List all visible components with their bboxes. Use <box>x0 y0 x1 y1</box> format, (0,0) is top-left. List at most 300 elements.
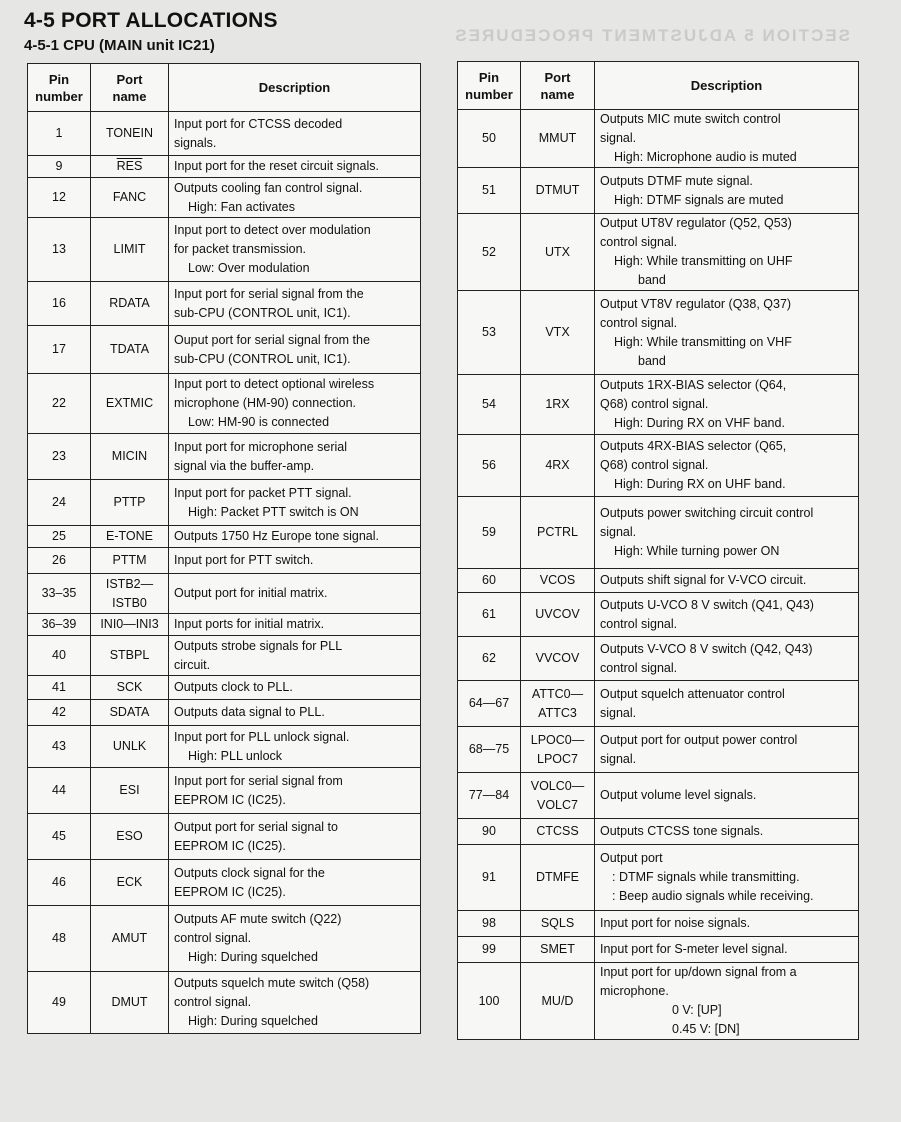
pin-number: 60 <box>458 569 521 593</box>
port-description <box>169 768 421 814</box>
port-description <box>595 497 859 569</box>
port-description <box>595 214 859 291</box>
port-description <box>169 112 421 156</box>
description-line: Outputs strobe signals for PLL <box>174 638 343 653</box>
pin-number: 26 <box>28 548 91 574</box>
description-line: High: During RX on UHF band. <box>614 477 786 491</box>
port-name <box>91 548 169 574</box>
port-description <box>169 574 421 614</box>
table-row <box>28 614 421 636</box>
pin-number: 51 <box>458 168 521 214</box>
table-row <box>28 526 421 548</box>
header-port-name: Port name <box>521 62 595 110</box>
port-name <box>521 911 595 937</box>
port-name-line: VOLC0— <box>530 778 585 793</box>
port-description <box>595 937 859 963</box>
port-name <box>521 637 595 681</box>
table-row <box>458 963 859 1040</box>
port-name-line: VCOS <box>539 573 576 587</box>
description-line: signals. <box>174 135 217 150</box>
port-description <box>169 972 421 1034</box>
port-name-line: 4RX <box>545 458 570 472</box>
description-line: Q68) control signal. <box>600 397 709 411</box>
description-line: Output volume level signals. <box>600 788 757 802</box>
port-name <box>91 178 169 218</box>
table-row <box>28 768 421 814</box>
description-line: Input port for PTT switch. <box>174 553 314 567</box>
pin-number: 77—84 <box>458 773 521 819</box>
port-description <box>169 178 421 218</box>
table-row <box>458 375 859 435</box>
port-name-line: CTCSS <box>536 824 579 838</box>
port-name-line: UTX <box>545 244 570 259</box>
description-line: High: Microphone audio is muted <box>614 150 797 164</box>
description-line: Outputs clock signal for the <box>174 865 325 880</box>
pin-number: 22 <box>28 374 91 434</box>
port-description <box>595 593 859 637</box>
table-row <box>458 214 859 291</box>
port-name <box>521 727 595 773</box>
port-name <box>521 819 595 845</box>
port-name <box>91 374 169 434</box>
port-name-line: SQLS <box>540 916 575 930</box>
port-description <box>169 326 421 374</box>
port-name-line: ISTB2— <box>105 576 154 591</box>
table-row <box>28 972 421 1034</box>
table-row <box>28 374 421 434</box>
description-line: Input port for serial signal from the <box>174 286 364 301</box>
description-line: Outputs AF mute switch (Q22) <box>174 912 342 926</box>
table-row <box>458 937 859 963</box>
pin-number: 50 <box>458 110 521 168</box>
port-description <box>595 727 859 773</box>
port-table-left <box>27 63 421 1034</box>
table-row <box>28 434 421 480</box>
description-line: : Beep audio signals while receiving. <box>612 889 814 903</box>
description-line: Output port <box>600 851 663 865</box>
port-name <box>91 814 169 860</box>
pin-number: 56 <box>458 435 521 497</box>
port-description <box>169 156 421 178</box>
table-row <box>28 906 421 972</box>
port-name-line: LIMIT <box>113 242 146 256</box>
port-name-line: PTTP <box>113 495 146 509</box>
description-line: High: During squelched <box>188 950 318 964</box>
port-name-line: ESI <box>119 783 140 797</box>
port-name-line: MMUT <box>538 131 577 145</box>
port-description <box>595 637 859 681</box>
pin-number: 91 <box>458 845 521 911</box>
port-name-line: FANC <box>112 190 147 204</box>
description-line: High: Fan activates <box>188 199 295 214</box>
port-name <box>91 480 169 526</box>
port-description <box>595 375 859 435</box>
port-name <box>91 156 169 178</box>
pin-number: 46 <box>28 860 91 906</box>
port-name-line: ISTB0 <box>112 595 147 610</box>
pin-number: 9 <box>28 156 91 178</box>
description-line: Input port to detect over modulation <box>174 223 371 237</box>
description-line: control signal. <box>174 931 252 945</box>
port-name <box>91 676 169 700</box>
description-line: control signal. <box>174 995 252 1009</box>
table-row <box>458 110 859 168</box>
port-name <box>521 845 595 911</box>
table-row <box>28 156 421 178</box>
port-name-line: ATTC3 <box>538 705 577 720</box>
table-row <box>458 819 859 845</box>
description-line: Low: Over modulation <box>188 261 310 275</box>
description-line: Input port to detect optional wireless <box>174 377 375 391</box>
description-line: Input ports for initial matrix. <box>174 617 325 631</box>
table-row <box>28 860 421 906</box>
table-row <box>458 291 859 375</box>
port-name-line: VVCOV <box>535 651 580 665</box>
description-line: High: DTMF signals are muted <box>614 192 784 207</box>
description-line: Outputs CTCSS tone signals. <box>600 824 764 838</box>
port-name-line: PTTM <box>112 553 147 567</box>
subsection-title: 4-5-1 CPU (MAIN unit IC21) <box>24 37 215 54</box>
header-description: Description <box>595 62 859 110</box>
port-name-line: ESO <box>116 829 143 843</box>
description-line: Outputs 1750 Hz Europe tone signal. <box>174 529 379 543</box>
header-pin-number: Pin number <box>458 62 521 110</box>
pin-number: 33–35 <box>28 574 91 614</box>
description-line: signal. <box>600 705 637 720</box>
description-line: 0.45 V: [DN] <box>672 1022 740 1036</box>
description-line: Outputs power switching circuit control <box>600 506 814 520</box>
port-name-line: STBPL <box>109 648 150 662</box>
description-line: Outputs V-VCO 8 V switch (Q42, Q43) <box>600 641 813 656</box>
port-name-line: VTX <box>545 325 570 339</box>
port-description <box>595 845 859 911</box>
description-line: : DTMF signals while transmitting. <box>612 870 800 884</box>
port-name <box>91 768 169 814</box>
table-row <box>458 681 859 727</box>
description-line: Output squelch attenuator control <box>600 686 785 701</box>
port-name <box>91 726 169 768</box>
pin-number: 53 <box>458 291 521 375</box>
port-name-line: SCK <box>116 680 143 694</box>
description-line: Input port for S-meter level signal. <box>600 942 788 956</box>
port-name <box>91 434 169 480</box>
description-line: EEPROM IC (IC25). <box>174 884 286 899</box>
description-line: High: While transmitting on UHF <box>614 254 793 268</box>
port-name-line: MICIN <box>111 449 148 463</box>
port-name-line: ATTC0— <box>531 686 584 701</box>
table-row <box>458 845 859 911</box>
port-name-line: TDATA <box>109 342 150 356</box>
description-line: control signal. <box>600 616 678 631</box>
port-description <box>169 700 421 726</box>
table-row <box>28 480 421 526</box>
description-line: sub-CPU (CONTROL unit, IC1). <box>174 351 351 366</box>
description-line: Outputs clock to PLL. <box>174 680 293 694</box>
port-description <box>169 374 421 434</box>
pin-number: 49 <box>28 972 91 1034</box>
description-line: Outputs 1RX-BIAS selector (Q64, <box>600 378 787 392</box>
pin-number: 16 <box>28 282 91 326</box>
table-row <box>458 911 859 937</box>
table-row <box>28 178 421 218</box>
port-name <box>521 110 595 168</box>
pin-number: 41 <box>28 676 91 700</box>
port-description <box>169 636 421 676</box>
port-description <box>169 218 421 282</box>
pin-number: 17 <box>28 326 91 374</box>
port-name-line: EXTMIC <box>105 396 154 410</box>
port-name-line: AMUT <box>111 931 148 945</box>
description-line: Input port for serial signal from <box>174 773 343 788</box>
pin-number: 48 <box>28 906 91 972</box>
description-line: microphone. <box>600 984 669 998</box>
port-name <box>91 906 169 972</box>
pin-number: 59 <box>458 497 521 569</box>
port-description <box>169 282 421 326</box>
table-header-row <box>458 62 859 110</box>
port-description <box>169 860 421 906</box>
description-line: signal. <box>600 751 637 766</box>
port-name-line: UNLK <box>112 739 147 753</box>
description-line: Outputs MIC mute switch control <box>600 112 781 126</box>
table-row <box>28 726 421 768</box>
port-name <box>521 963 595 1040</box>
table-row <box>458 637 859 681</box>
description-line: for packet transmission. <box>174 242 306 256</box>
table-row <box>458 435 859 497</box>
port-description <box>595 110 859 168</box>
port-description <box>595 773 859 819</box>
pin-number: 1 <box>28 112 91 156</box>
port-name <box>521 214 595 291</box>
description-line: High: PLL unlock <box>188 748 283 763</box>
description-line: circuit. <box>174 657 211 672</box>
description-line: Input port for PLL unlock signal. <box>174 729 350 744</box>
pin-number: 44 <box>28 768 91 814</box>
description-line: signal. <box>600 131 637 145</box>
description-line: 0 V: [UP] <box>672 1003 722 1017</box>
port-name <box>91 614 169 636</box>
description-line: Output port for serial signal to <box>174 819 338 834</box>
description-line: control signal. <box>600 660 678 675</box>
pin-number: 45 <box>28 814 91 860</box>
port-description <box>595 168 859 214</box>
port-description <box>595 963 859 1040</box>
description-line: Input port for packet PTT signal. <box>174 485 352 500</box>
description-line: Output VT8V regulator (Q38, Q37) <box>600 296 792 311</box>
description-line: EEPROM IC (IC25). <box>174 792 286 807</box>
header-pin-number: Pin number <box>28 64 91 112</box>
pin-number: 61 <box>458 593 521 637</box>
port-name <box>521 937 595 963</box>
port-name <box>521 569 595 593</box>
port-description <box>169 726 421 768</box>
port-name-line: 1RX <box>545 397 570 411</box>
description-line: Input port for noise signals. <box>600 916 751 930</box>
port-name-line: LPOC0— <box>530 732 585 747</box>
pin-number: 100 <box>458 963 521 1040</box>
port-name-line: DTMUT <box>535 183 580 197</box>
description-line: Input port for microphone serial <box>174 439 348 454</box>
port-description <box>169 434 421 480</box>
port-description <box>595 291 859 375</box>
table-row <box>458 569 859 593</box>
description-line: High: During squelched <box>188 1014 318 1028</box>
description-line: Output port for initial matrix. <box>174 586 328 600</box>
description-line: Outputs shift signal for V-VCO circuit. <box>600 573 807 587</box>
description-line: Outputs squelch mute switch (Q58) <box>174 976 370 990</box>
description-line: Output UT8V regulator (Q52, Q53) <box>600 216 792 230</box>
port-name-line: E-TONE <box>106 529 153 543</box>
port-name <box>91 526 169 548</box>
port-name-line: MU/D <box>541 993 574 1008</box>
port-description <box>169 526 421 548</box>
description-line: control signal. <box>600 315 678 330</box>
port-name <box>521 375 595 435</box>
header-description: Description <box>169 64 421 112</box>
description-line: High: While turning power ON <box>614 544 780 558</box>
port-name-line: DTMFE <box>535 870 580 884</box>
description-line: Outputs DTMF mute signal. <box>600 173 753 188</box>
port-name <box>521 773 595 819</box>
port-name-line: INI0—INI3 <box>100 617 159 631</box>
description-line: Outputs 4RX-BIAS selector (Q65, <box>600 439 787 453</box>
table-row <box>28 282 421 326</box>
port-description <box>595 569 859 593</box>
port-description <box>169 480 421 526</box>
description-line: microphone (HM-90) connection. <box>174 396 357 410</box>
pin-number: 99 <box>458 937 521 963</box>
description-line: Q68) control signal. <box>600 458 709 472</box>
pin-number: 54 <box>458 375 521 435</box>
pin-number: 64—67 <box>458 681 521 727</box>
pin-number: 90 <box>458 819 521 845</box>
description-line: High: During RX on VHF band. <box>614 416 785 430</box>
port-name <box>521 435 595 497</box>
port-name <box>91 700 169 726</box>
port-description <box>169 548 421 574</box>
port-name <box>521 681 595 727</box>
description-line: EEPROM IC (IC25). <box>174 838 286 853</box>
port-name-line: VOLC7 <box>537 797 578 812</box>
port-name <box>91 218 169 282</box>
description-line: band <box>638 353 666 368</box>
pin-number: 24 <box>28 480 91 526</box>
port-name <box>521 291 595 375</box>
description-line: Ouput port for serial signal from the <box>174 332 370 347</box>
table-row <box>28 814 421 860</box>
description-line: sub-CPU (CONTROL unit, IC1). <box>174 305 351 320</box>
port-name-line: LPOC7 <box>537 751 578 766</box>
table-row <box>458 773 859 819</box>
description-line: High: While transmitting on VHF <box>614 334 792 349</box>
port-name <box>91 282 169 326</box>
pin-number: 42 <box>28 700 91 726</box>
pin-number: 40 <box>28 636 91 676</box>
port-name-line: PCTRL <box>537 525 578 539</box>
pin-number: 43 <box>28 726 91 768</box>
description-line: Outputs U-VCO 8 V switch (Q41, Q43) <box>600 597 814 612</box>
description-line: Outputs cooling fan control signal. <box>174 180 363 195</box>
port-description <box>169 814 421 860</box>
pin-number: 13 <box>28 218 91 282</box>
port-name <box>521 168 595 214</box>
description-line: signal via the buffer-amp. <box>174 458 315 473</box>
port-name-line: UVCOV <box>535 607 580 621</box>
table-row <box>28 636 421 676</box>
port-name-line: DMUT <box>111 995 148 1009</box>
port-description <box>595 681 859 727</box>
port-name <box>521 593 595 637</box>
port-description <box>169 676 421 700</box>
description-line: band <box>638 273 666 287</box>
pin-number: 36–39 <box>28 614 91 636</box>
pin-number: 68—75 <box>458 727 521 773</box>
port-name <box>91 112 169 156</box>
table-header-row <box>28 64 421 112</box>
pin-number: 23 <box>28 434 91 480</box>
description-line: Input port for CTCSS decoded <box>174 116 343 131</box>
port-name-line: SMET <box>540 942 575 956</box>
table-row <box>28 700 421 726</box>
section-title: 4-5 PORT ALLOCATIONS <box>24 9 278 32</box>
header-port-name: Port name <box>91 64 169 112</box>
port-description <box>595 435 859 497</box>
bleed-through-header: SECTION 5 ADJUSTMENT PROCEDURES <box>453 26 850 45</box>
port-name <box>91 860 169 906</box>
table-row <box>28 112 421 156</box>
port-description <box>169 906 421 972</box>
table-row <box>458 727 859 773</box>
table-row <box>458 497 859 569</box>
table-row <box>458 168 859 214</box>
port-name <box>91 326 169 374</box>
description-line: signal. <box>600 525 637 539</box>
description-line: Outputs data signal to PLL. <box>174 705 325 719</box>
pin-number: 25 <box>28 526 91 548</box>
port-name-line: TONEIN <box>106 126 153 140</box>
table-row <box>28 326 421 374</box>
description-line: Input port for up/down signal from a <box>600 965 797 979</box>
table-row <box>28 548 421 574</box>
description-line: control signal. <box>600 235 678 249</box>
description-line: Low: HM-90 is connected <box>188 415 330 429</box>
pin-number: 62 <box>458 637 521 681</box>
port-name <box>91 972 169 1034</box>
table-row <box>28 676 421 700</box>
port-name <box>91 574 169 614</box>
pin-number: 52 <box>458 214 521 291</box>
port-name <box>91 636 169 676</box>
port-table-right <box>457 61 859 1040</box>
port-description <box>169 614 421 636</box>
table-row <box>28 574 421 614</box>
port-name-line: RDATA <box>109 296 150 310</box>
pin-number: 98 <box>458 911 521 937</box>
description-line: Input port for the reset circuit signals. <box>174 159 379 173</box>
port-description <box>595 911 859 937</box>
description-line: High: Packet PTT switch is ON <box>188 504 359 519</box>
port-name-line: ECK <box>116 875 143 889</box>
description-line: Output port for output power control <box>600 732 798 747</box>
port-name-line: $\overline{RES}$ <box>116 159 143 173</box>
port-name-line: SDATA <box>109 705 150 719</box>
port-name <box>521 497 595 569</box>
pin-number: 12 <box>28 178 91 218</box>
table-row <box>458 593 859 637</box>
table-row <box>28 218 421 282</box>
port-description <box>595 819 859 845</box>
